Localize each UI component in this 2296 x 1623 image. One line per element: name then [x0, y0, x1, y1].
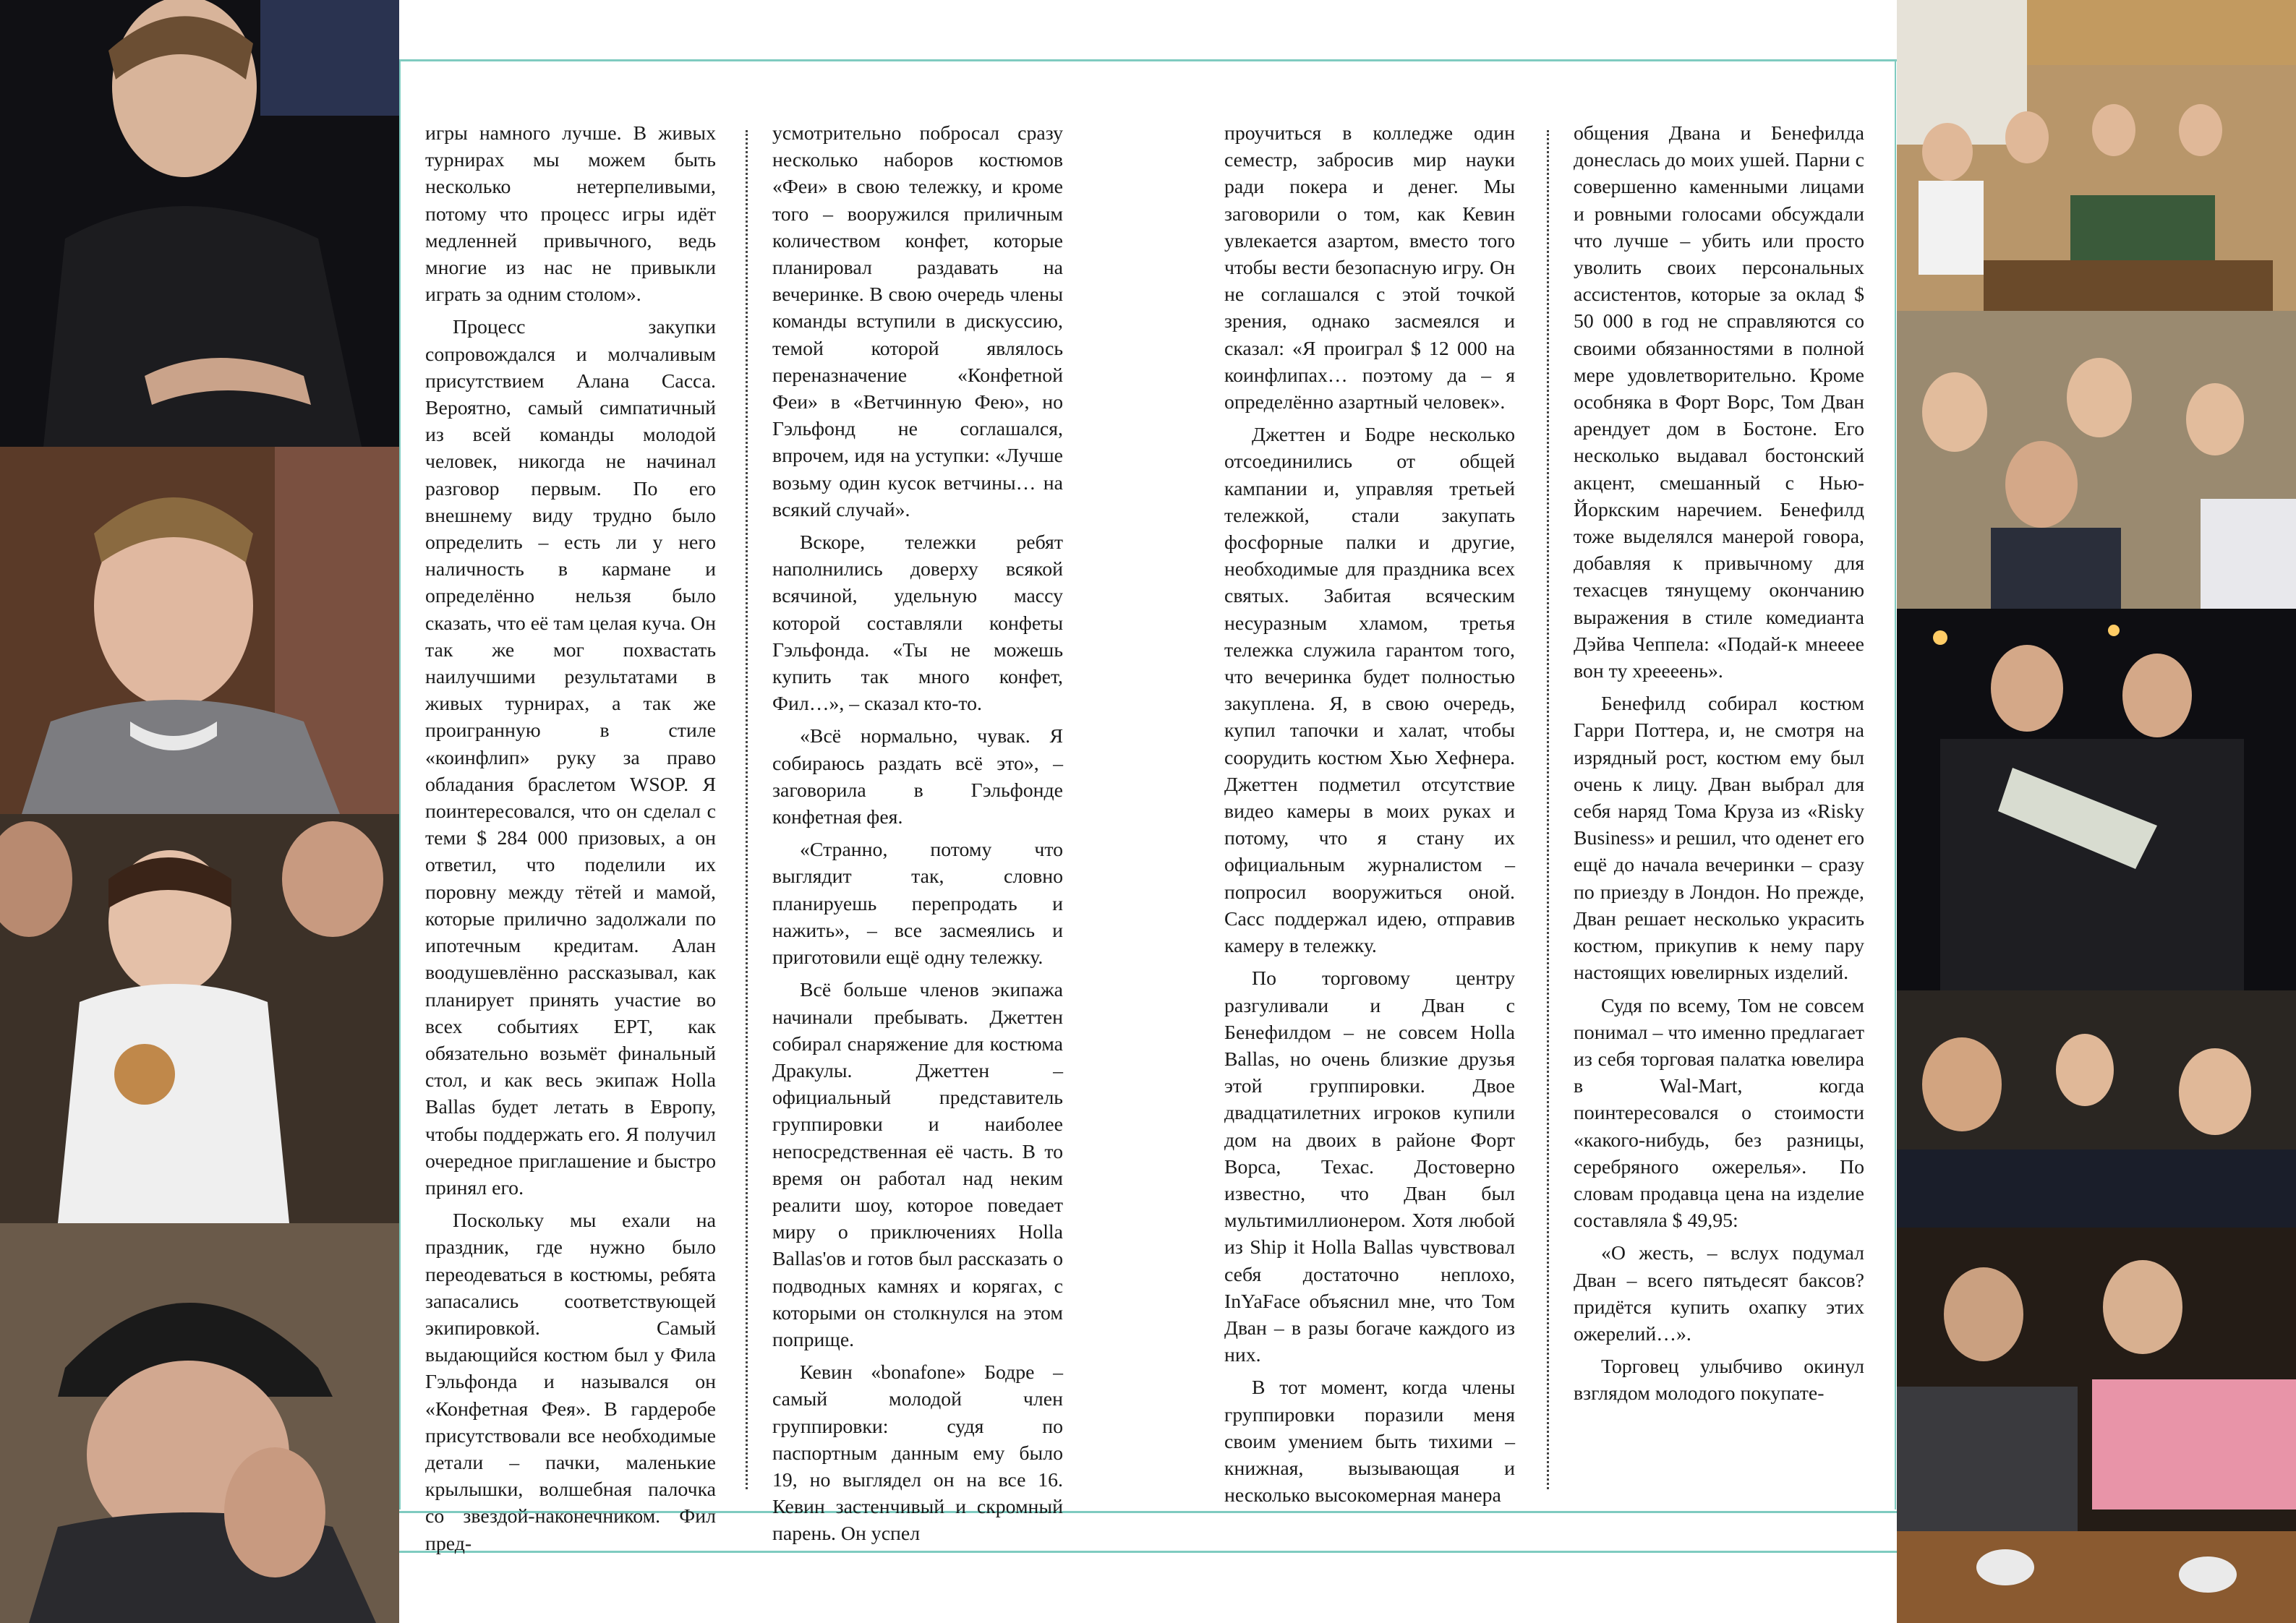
article-column-1 — [425, 120, 717, 1555]
photo-group-laughing — [1897, 990, 2296, 1228]
paragraph: Вскоре, тележки ребят наполнились доверху всякой всячиной, удельную массу которой составляли конфеты Гэльфонда. «Ты не можешь купить так много конфет, Фил…», – сказал кто-то. — [772, 531, 1063, 716]
paragraph: «Странно, потому что выглядит так, словно планируешь перепродать и нажить», – все засмеялись и приготовили ещё одну тележку. — [772, 839, 1063, 969]
photo-group-kitchen-bottles — [1897, 0, 2296, 311]
paragraph: игры намного лучше. В живых турнирах мы можем быть несколько нетерпеливыми, потому что процесс игры идёт медленней привычного, ведь многие из нас не привыкли играть за одним столом». — [425, 122, 716, 307]
photo-player-portrait-dark-shirt — [0, 0, 399, 447]
paragraph: Торговец улыбчиво окинул взглядом молодого покупате- — [1574, 1356, 1864, 1405]
photo-player-portrait-grey-sweater — [0, 447, 399, 814]
top-rule — [399, 59, 1897, 61]
paragraph: Судя по всему, Том не совсем понимал – что именно предлагает из себя торговая палатка ювелира в Wal-Mart, когда поинтересовался о стоимости «какого-нибудь, без разницы, серебряного ожерелья». По словам продавца цена на изделие составляла $ 49,95: — [1574, 994, 1864, 1233]
paragraph: «О жесть, – вслух подумал Дван – всего пятьдесят баксов? придётся купить охапку этих ожерелий…». — [1574, 1242, 1864, 1345]
photo-group-dinner-table — [1897, 1228, 2296, 1623]
paragraph: проучиться в колледже один семестр, забросив мир науки ради покера и денег. Мы заговорили о том, как Кевин увлекается азартом, вместо того чтобы вести безопасную игру. Он не соглашался с этой точкой зрения, однако засмеялся и сказал: «Я проиграл $ 12 000 на коинфлипах… поэтому да – я определённо азартный человек». — [1224, 122, 1515, 414]
photo-burning-dollar-night — [1897, 609, 2296, 990]
column-divider — [1547, 130, 1549, 1489]
article-column-2 — [772, 120, 1063, 1546]
photo-player-white-hoodie — [0, 814, 399, 1223]
paragraph: Бенефилд собирал костюм Гарри Поттера, и, не смотря на изрядный рост, костюм ему был очень к лицу. Дван выбрал для себя наряд Тома Круза из «Risky Business» и решил, что оденет его ещё до начала вечеринки – сразу по приезду в Лондон. Но прежде, Дван решает несколько украсить костюм, прикупив к нему пару настоящих ювелирных изделий. — [1574, 693, 1864, 985]
left-border-line — [399, 61, 401, 1509]
paragraph: Джеттен и Бодре несколько отсоединились от общей кампании и, управляя третьей тележкой, стали закупать фосфорные палки и другие, необходимые для праздника всех святых. Забитая всяческим несуразным хламом, третья тележка служила гарантом того, что вечеринка будет полностью закуплена. Я, в свою очередь, купил тапочки и халат, чтобы соорудить костюм Хью Хефнера. Джеттен подметил отсутствие видео камеры в моих руках и потому, что я стану их официальным журналистом – попросил вооружиться оной. Сасс поддержал идею, отправив камеру в тележку. — [1224, 424, 1515, 958]
column-divider — [746, 130, 748, 1489]
paragraph: усмотрительно побросал сразу несколько наборов костюмов «Феи» в свою тележку, и кроме того – вооружился приличным количеством конфет, которые планировал раздавать на вечеринке. В свою очередь члены команды вступили в дискуссию, темой которой являлось переназначение «Конфетной Феи» в «Ветчинную Фею», но Гэльфонд не соглашался, впрочем, идя на уступки: «Лучше возьму один кусок ветчины… на всякий случай». — [772, 122, 1063, 521]
paragraph: Процесс закупки сопровождался и молчаливым присутствием Алана Сасса. Вероятно, самый симпатичный из всей команды молодой человек, никогда не начинал разговор первым. По его внешнему виду трудно было определить – есть ли у него наличность в кармане и определённо нельзя было сказать, что её там целая куча. Он так же мог похвастать наилучшими результатами в живых турнирах, а так же проигранную в стиле «коинфлип» руку за право обладания браслетом WSOP. Я поинтересовался, что он сделал с теми $ 284 000 призовых, а он ответил, что поделили их поровну между тётей и мамой, которые прилично задолжали по ипотечным кредитам. Алан воодушевлённо рассказывал, как планирует принять участие во всех событиях EPT, как обязательно возьмёт финальный стол, и как весь экипаж Holla Ballas будет летать в Европу, чтобы поддержать его. Я получил очередное приглашение и быстро принял его. — [425, 316, 717, 1199]
photo-player-black-cap — [0, 1223, 399, 1623]
paragraph: общения Двана и Бенефилда донеслась до моих ушей. Парни с совершенно каменными лицами и ровными голосами обсуждали что лучше – убить или просто уволить своих персональных ассистентов, которые за оклад $ 50 000 в год не справляются со своими обязанностями в полной мере удовлетворительно. Кроме особняка в Форт Ворс, Том Дван арендует дом в Бостоне. Его несколько выдавал бостонский акцент, смешанный с Нью-Йоркским наречием. Бенефилд тоже выделялся манерой говора, добавляя к привычному для техасцев тянущему окончанию выражения в стиле комедианта Дэйва Чеппела: «Подай-к мнееее вон ту хреееень». — [1574, 122, 1864, 683]
right-border-line — [1895, 61, 1896, 1509]
paragraph: По торговому центру разгуливали и Дван с Бенефилдом – не совсем Holla Ballas, но очень близкие друзья этой группировки. Двое двадцатилетних игроков купили дом на двоих в районе Форт Ворса, Техас. Достоверно известно, что Дван был мультимиллионером. Хотя любой из Ship it Holla Ballas чувствовал себя достаточно неплохо, InYaFace объяснил мне, что Том Дван – в разы богаче каждого из них. — [1224, 967, 1515, 1367]
article-column-3 — [1224, 120, 1515, 1507]
photo-group-party-indoors — [1897, 311, 2296, 609]
paragraph: Всё больше членов экипажа начинали пребывать. Джеттен собирал снаряжение для костюма Дракулы. Джеттен – официальный представитель группировки и наиболее непосредственная её часть. В то время он работал над неким реалити шоу, которое поведает миру о приключениях Holla Ballas'ов и готов был рассказать о подводных камнях и корягах, с которыми он столкнулся на этом поприще. — [772, 979, 1063, 1351]
paragraph: Поскольку мы ехали на праздник, где нужно было переодеваться в костюмы, ребята запасались соответствующей экипировкой. Самый выдающийся костюм был у Фила Гэльфонда и назывался он «Конфетная Фея». В гардеробе присутствовали все необходимые детали – пачки, маленькие крылышки, волшебная палочка со звездой-наконечником. Фил пред- — [425, 1209, 716, 1555]
article-column-4 — [1574, 120, 1864, 1494]
paragraph: «Всё нормально, чувак. Я собираюсь раздать всё это», – заговорила в Гэльфонде конфетная фея. — [772, 725, 1063, 829]
paragraph: Кевин «bonafone» Бодре – самый молодой член группировки: судя по паспортным данным ему было 19, но выглядел он на все 16. Кевин застенчивый и скромный парень. Он успел — [772, 1361, 1063, 1546]
paragraph: В тот момент, когда члены группировки поразили меня своим умением быть тихими – книжная, вызывающая и несколько высокомерная манера — [1224, 1376, 1515, 1507]
